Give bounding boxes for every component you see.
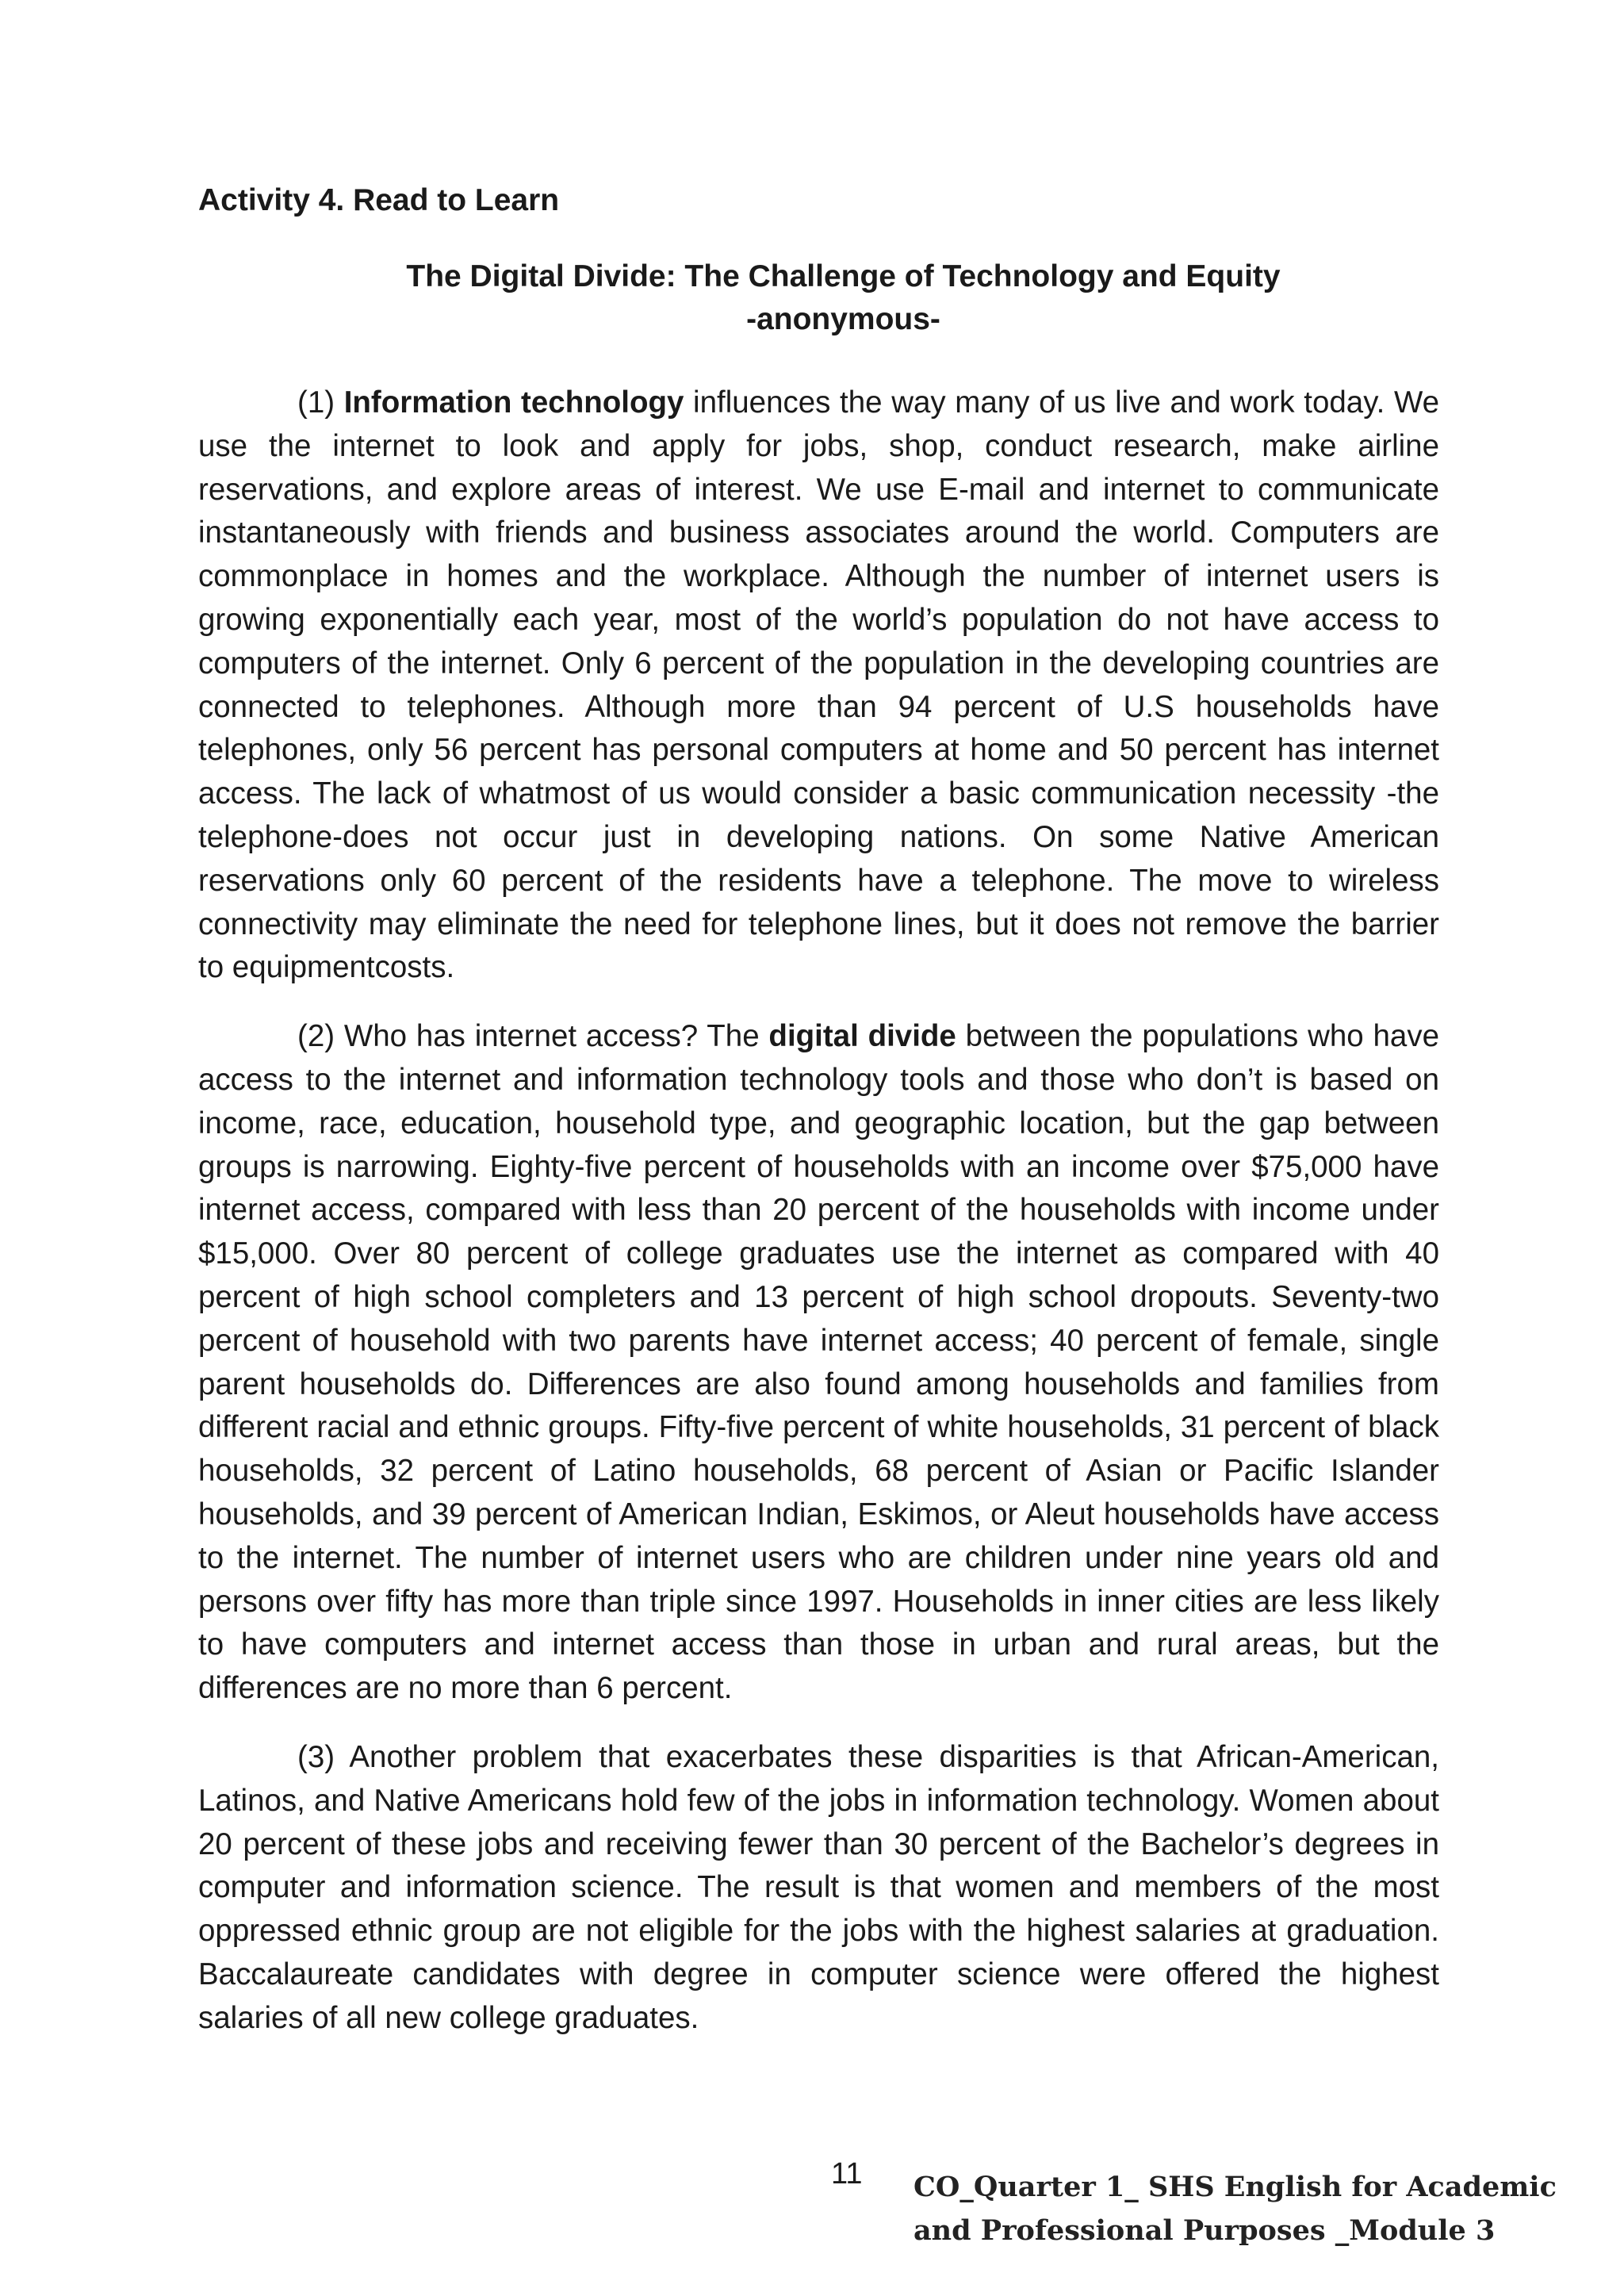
paragraph-text: influences the way many of us live and work today. We use the internet to look and apply for jobs, shop, conduct research, make airline reservations, and explore areas of interest. We use E-mail and internet to communicate instantaneously with friends and business associates around the world. Computers are commonplace in homes and the workplace. Although the number of internet users is growing exponentially each year, most of the world’s population do not have access to computers of the internet. Only 6 percent of the population in the developing countries are connected to telephones. Although more than 94 percent of U.S households have telephones, only 56 percent has personal computers at home and 50 percent has internet access. The lack of whatmost of us would consider a basic communication necessity -the telephone-does not occur just in developing nations. On some Native American reservations only 60 percent of the residents have a telephone. The move to wireless connectivity may eliminate the need for telephone lines, but it does not remove the barrier to equipmentcosts.: [198, 385, 1439, 985]
article-title-block: [198, 255, 1439, 341]
paragraph-2: [198, 1015, 1439, 1711]
module-footer: [914, 2165, 1557, 2252]
paragraph-lead: (3) Another problem that exacerbates these disparities is that African-American, Latinos, and Native Americans hold few of the jobs in information technology. Women about 20 percent of these jobs and receiving fewer than 30 percent of the Bachelor’s degrees in computer and information science. The result is that women and members of the most oppressed ethnic group are not eligible for the jobs with the highest salaries at graduation. Baccalaureate candidates with degree in computer science were offered the highest salaries of all new college graduates.: [198, 1739, 1439, 2035]
article-body: [198, 381, 1439, 2065]
page-number: 11: [831, 2157, 863, 2191]
key-term-information-technology: Information technology: [343, 385, 684, 420]
paragraph-lead: (2) Who has internet access? The: [297, 1019, 769, 1054]
paragraph-text: between the populations who have access to the internet and information technology tools and those who don’t is based on income, race, education, household type, and geographic location, but the gap between groups is narrowing. Eighty-five percent of households with an income over $75,000 have internet access, compared with less than 20 percent of the households with income under $15,000. Over 80 percent of college graduates use the internet as compared with 40 percent of high school completers and 13 percent of high school dropouts. Seventy-two percent of household with two parents have internet access; 40 percent of female, single parent households do. Differences are also found among households and families from different racial and ethnic groups. Fifty-five percent of white households, 31 percent of black households, 32 percent of Latino households, 68 percent of Asian or Pacific Islander households, and 39 percent of American Indian, Eskimos, or Aleut households have access to the internet. The number of internet users who are children under nine years old and persons over fifty has more than triple since 1997. Households in inner cities are less likely to have computers and internet access than those in urban and rural areas, but the differences are no more than 6 percent.: [198, 1019, 1439, 1706]
key-term-digital-divide: digital divide: [768, 1019, 956, 1054]
module-footer-line-1: CO_Quarter 1_ SHS English for Academic: [914, 2171, 1557, 2203]
module-footer-line-2: and Professional Purposes _Module 3: [914, 2214, 1496, 2247]
article-title: The Digital Divide: The Challenge of Technology and Equity: [406, 259, 1281, 293]
article-author: -anonymous-: [746, 302, 940, 336]
paragraph-3: [198, 1736, 1439, 2041]
paragraph-lead: (1): [297, 385, 344, 420]
activity-heading: Activity 4. Read to Learn: [198, 183, 560, 217]
paragraph-1: [198, 381, 1439, 990]
